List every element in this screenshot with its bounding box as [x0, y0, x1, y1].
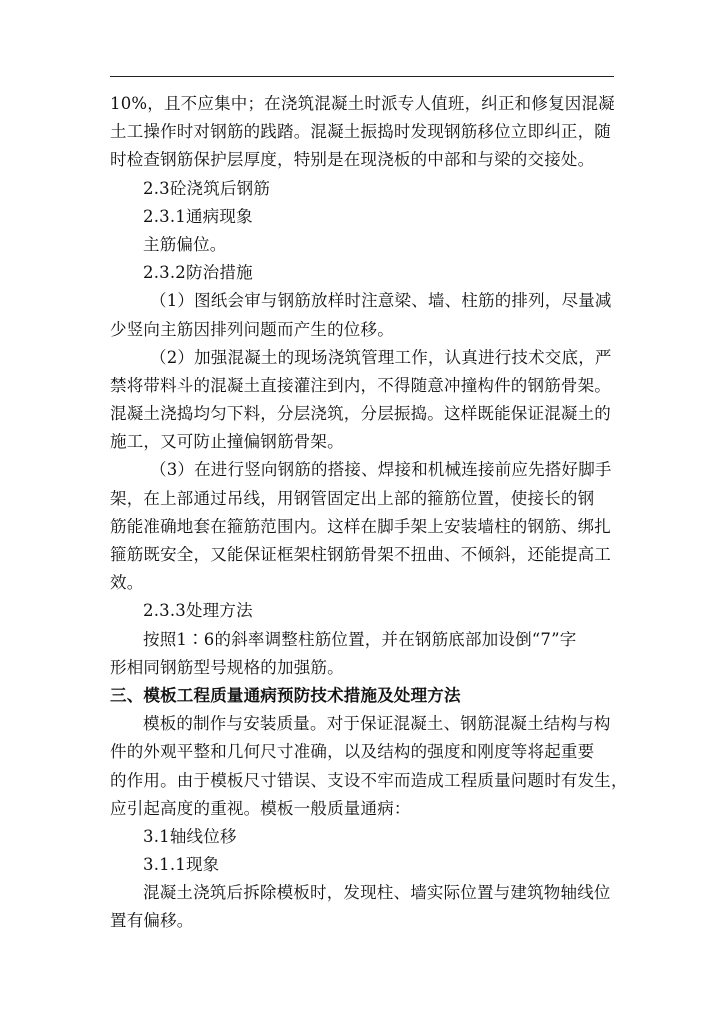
- section-heading: 2.3砼浇筑后钢筋: [143, 178, 271, 198]
- list-item-line: 效。: [110, 573, 144, 593]
- subsection-heading: 2.3.2防治措施: [143, 263, 253, 283]
- paragraph-line: 时检查钢筋保护层厚度，特别是在现浇板的中部和与梁的交接处。: [110, 150, 595, 170]
- paragraph-line: 置有偏移。: [110, 911, 194, 931]
- paragraph-line: 的作用。由于模板尺寸错误、支设不牢而造成工程质量问题时有发生，: [110, 770, 628, 790]
- list-item-line: （3）在进行竖向钢筋的搭接、焊接和机械连接前应先搭好脚手: [150, 460, 612, 480]
- list-item-line: 禁将带料斗的混凝土直接灌注到内，不得随意冲撞构件的钢筋骨架。: [110, 375, 611, 395]
- subsection-heading: 2.3.3处理方法: [143, 601, 253, 621]
- paragraph-line: 模板的制作与安装质量。对于保证混凝土、钢筋混凝土结构与构: [143, 714, 611, 734]
- paragraph-line: 混凝土浇筑后拆除模板时，发现柱、墙实际位置与建筑物轴线位: [143, 883, 611, 903]
- list-item-line: 施工，又可防止撞偏钢筋骨架。: [110, 432, 344, 452]
- subsection-heading: 2.3.1通病现象: [143, 206, 253, 226]
- list-item-line: 架，在上部通过吊线，用钢管固定出上部的箍筋位置，使接长的钢: [110, 488, 595, 508]
- paragraph-line: 件的外观平整和几何尺寸准确，以及结构的强度和刚度等将起重要: [110, 742, 595, 762]
- paragraph-line: 应引起高度的重视。模板一般质量通病：: [110, 798, 411, 818]
- body-text: [110, 90, 628, 936]
- paragraph-line: 土工操作时对钢筋的践踏。混凝土振捣时发现钢筋移位立即纠正，随: [110, 122, 611, 142]
- list-item-line: 箍筋既安全，又能保证框架柱钢筋骨架不扭曲、不倾斜，还能提高工: [110, 545, 611, 564]
- subsection-heading: 3.1.1现象: [143, 855, 220, 875]
- header-rule: [110, 76, 614, 77]
- list-item-line: 筋能准确地套在箍筋范围内。这样在脚手架上安装墙柱的钢筋、绑扎: [110, 516, 611, 536]
- paragraph-line: 形相同钢筋型号规格的加强筋。: [110, 657, 344, 677]
- section-heading: 3.1轴线位移: [143, 826, 237, 846]
- paragraph-line: 10%，且不应集中；在浇筑混凝土时派专人值班，纠正和修复因混凝: [110, 94, 615, 113]
- paragraph-line: 按照1∶6的斜率调整柱筋位置，并在钢筋底部加设倒“7”字: [143, 629, 577, 649]
- paragraph-line: 主筋偏位。: [143, 234, 227, 254]
- list-item-line: （2）加强混凝土的现场浇筑管理工作，认真进行技术交底，严: [150, 347, 612, 367]
- list-item-line: （1）图纸会审与钢筋放样时注意梁、墙、柱筋的排列，尽量减: [150, 291, 612, 311]
- chapter-heading: 三、模板工程质量通病预防技术措施及处理方法: [110, 685, 461, 705]
- list-item-line: 少竖向主筋因排列问题而产生的位移。: [110, 319, 394, 339]
- list-item-line: 混凝土浇捣均匀下料，分层浇筑，分层振捣。这样既能保证混凝土的: [110, 404, 611, 424]
